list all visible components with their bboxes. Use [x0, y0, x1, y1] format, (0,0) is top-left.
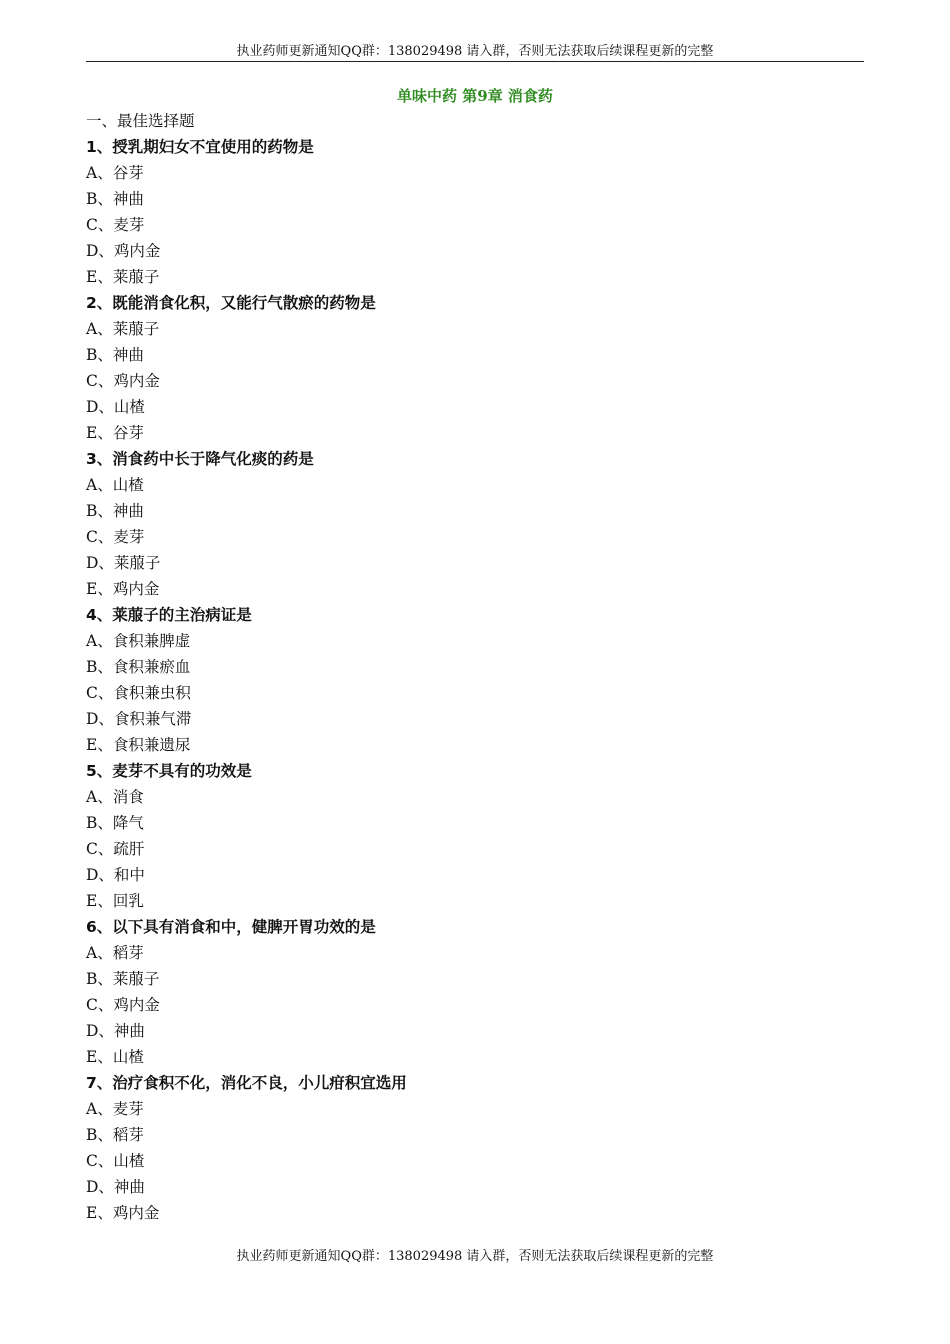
question-block — [86, 446, 866, 602]
answer-option: D、神曲 — [86, 1022, 145, 1040]
answer-option: A、莱菔子 — [86, 320, 160, 338]
questions — [86, 134, 866, 1226]
answer-option: D、食积兼气滞 — [86, 710, 192, 728]
answer-option: C、鸡内金 — [86, 372, 160, 390]
answer-option: C、麦芽 — [86, 216, 145, 234]
answer-option: B、神曲 — [86, 346, 144, 364]
answer-option: A、麦芽 — [86, 1100, 144, 1118]
answer-option: D、山楂 — [86, 398, 145, 416]
answer-option: B、降气 — [86, 814, 144, 832]
answer-option: C、山楂 — [86, 1152, 145, 1170]
question-stem: 4、莱菔子的主治病证是 — [86, 606, 252, 624]
question-block — [86, 758, 866, 914]
answer-option: A、稻芽 — [86, 944, 144, 962]
page-header: 执业药师更新通知QQ群：138029498 请入群，否则无法获取后续课程更新的完整 — [236, 44, 714, 59]
answer-option: D、和中 — [86, 866, 145, 884]
page-footer: 执业药师更新通知QQ群：138029498 请入群，否则无法获取后续课程更新的完整 — [236, 1249, 714, 1264]
answer-option: E、鸡内金 — [86, 1204, 160, 1222]
answer-option: A、消食 — [86, 788, 144, 806]
question-list — [86, 108, 866, 1226]
question-stem: 3、消食药中长于降气化痰的药是 — [86, 450, 314, 468]
answer-option: D、神曲 — [86, 1178, 145, 1196]
question-stem: 2、既能消食化积，又能行气散瘀的药物是 — [86, 294, 376, 312]
answer-option: D、鸡内金 — [86, 242, 161, 260]
question-block — [86, 1070, 866, 1226]
answer-option: E、莱菔子 — [86, 268, 160, 286]
answer-option: E、谷芽 — [86, 424, 144, 442]
answer-option: E、山楂 — [86, 1048, 144, 1066]
answer-option: E、鸡内金 — [86, 580, 160, 598]
question-stem: 6、以下具有消食和中，健脾开胃功效的是 — [86, 918, 376, 936]
question-stem: 7、治疗食积不化，消化不良，小儿疳积宜选用 — [86, 1074, 407, 1092]
answer-option: A、食积兼脾虚 — [86, 632, 191, 650]
question-block — [86, 134, 866, 290]
question-stem: 5、麦芽不具有的功效是 — [86, 762, 252, 780]
answer-option: B、神曲 — [86, 190, 144, 208]
question-block — [86, 290, 866, 446]
answer-option: C、鸡内金 — [86, 996, 160, 1014]
header-divider — [86, 61, 864, 62]
answer-option: C、疏肝 — [86, 840, 145, 858]
answer-option: A、山楂 — [86, 476, 144, 494]
answer-option: B、莱菔子 — [86, 970, 160, 988]
question-block — [86, 914, 866, 1070]
answer-option: B、稻芽 — [86, 1126, 144, 1144]
question-stem: 1、授乳期妇女不宜使用的药物是 — [86, 138, 314, 156]
section-heading: 一、最佳选择题 — [86, 112, 195, 130]
answer-option: C、食积兼虫积 — [86, 684, 191, 702]
answer-option: B、食积兼瘀血 — [86, 658, 191, 676]
answer-option: C、麦芽 — [86, 528, 145, 546]
answer-option: E、回乳 — [86, 892, 144, 910]
answer-option: D、莱菔子 — [86, 554, 161, 572]
answer-option: E、食积兼遗尿 — [86, 736, 191, 754]
page-title: 单味中药 第9章 消食药 — [397, 87, 553, 105]
answer-option: B、神曲 — [86, 502, 144, 520]
question-block — [86, 602, 866, 758]
answer-option: A、谷芽 — [86, 164, 144, 182]
